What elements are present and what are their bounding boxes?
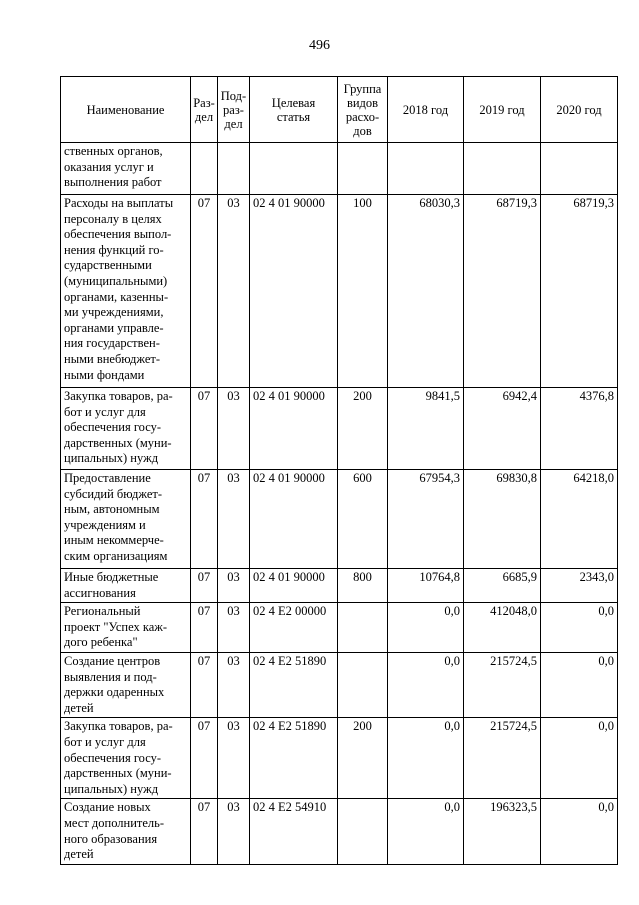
cell-podrazdel: 03 (218, 652, 250, 717)
cell-y2019: 196323,5 (464, 799, 541, 864)
cell-y2020: 2343,0 (541, 569, 618, 603)
cell-y2018: 10764,8 (388, 569, 464, 603)
cell-name: Расходы на выплаты персоналу в целях обеспечения выпол- нения функций го- сударственными (муниципальными) органами, казенны- ми учреждениями, органами управле- ния государствен- ными внебюджет- ными фондами (61, 195, 191, 388)
cell-statya: 02 4 E2 51890 (250, 718, 338, 799)
cell-gruppa: 200 (338, 388, 388, 470)
cell-statya (250, 143, 338, 195)
cell-gruppa (338, 799, 388, 864)
cell-statya: 02 4 01 90000 (250, 388, 338, 470)
cell-y2020: 64218,0 (541, 470, 618, 569)
cell-name: Иные бюджетные ассигнования (61, 569, 191, 603)
cell-podrazdel: 03 (218, 388, 250, 470)
cell-y2019: 68719,3 (464, 195, 541, 388)
cell-statya: 02 4 E2 00000 (250, 603, 338, 653)
cell-name: ственных органов, оказания услуг и выполнения работ (61, 143, 191, 195)
table-header-row (61, 77, 618, 143)
cell-y2020: 4376,8 (541, 388, 618, 470)
cell-razdel: 07 (191, 718, 218, 799)
cell-podrazdel: 03 (218, 718, 250, 799)
cell-statya: 02 4 E2 51890 (250, 652, 338, 717)
page-number: 496 (309, 38, 330, 53)
cell-name: Предоставление субсидий бюджет- ным, автономным учреждениям и иным некоммерче- ским организациям (61, 470, 191, 569)
cell-podrazdel (218, 143, 250, 195)
cell-y2018: 0,0 (388, 799, 464, 864)
cell-name: Закупка товаров, ра- бот и услуг для обеспечения госу- дарственных (муни- ципальных) нужд (61, 388, 191, 470)
cell-y2018: 68030,3 (388, 195, 464, 388)
cell-gruppa (338, 652, 388, 717)
budget-table (60, 76, 618, 865)
cell-name: Закупка товаров, ра- бот и услуг для обеспечения госу- дарственных (муни- ципальных) нужд (61, 718, 191, 799)
cell-y2019: 6685,9 (464, 569, 541, 603)
cell-name: Региональный проект "Успех каж- дого ребенка" (61, 603, 191, 653)
cell-razdel: 07 (191, 195, 218, 388)
cell-gruppa: 800 (338, 569, 388, 603)
cell-y2019: 215724,5 (464, 718, 541, 799)
cell-podrazdel: 03 (218, 799, 250, 864)
cell-y2018: 0,0 (388, 652, 464, 717)
col-header-gruppa: Группа видов расхо- дов (338, 77, 388, 143)
table-row (61, 652, 618, 717)
cell-y2019: 69830,8 (464, 470, 541, 569)
cell-gruppa: 200 (338, 718, 388, 799)
table-row (61, 143, 618, 195)
cell-name: Создание новых мест дополнитель- ного образования детей (61, 799, 191, 864)
cell-statya: 02 4 01 90000 (250, 470, 338, 569)
cell-razdel: 07 (191, 603, 218, 653)
col-header-2018: 2018 год (388, 77, 464, 143)
cell-y2020: 0,0 (541, 603, 618, 653)
cell-y2020: 0,0 (541, 799, 618, 864)
cell-podrazdel: 03 (218, 603, 250, 653)
cell-name: Создание центров выявления и под- держки одаренных детей (61, 652, 191, 717)
cell-gruppa: 600 (338, 470, 388, 569)
table-row (61, 569, 618, 603)
cell-y2020 (541, 143, 618, 195)
cell-gruppa: 100 (338, 195, 388, 388)
cell-statya: 02 4 E2 54910 (250, 799, 338, 864)
col-header-2020: 2020 год (541, 77, 618, 143)
cell-podrazdel: 03 (218, 470, 250, 569)
cell-gruppa (338, 603, 388, 653)
table-row (61, 195, 618, 388)
table-row (61, 799, 618, 864)
cell-razdel (191, 143, 218, 195)
cell-razdel: 07 (191, 470, 218, 569)
cell-statya: 02 4 01 90000 (250, 195, 338, 388)
col-header-name: Наименование (61, 77, 191, 143)
cell-y2018 (388, 143, 464, 195)
cell-y2018: 0,0 (388, 718, 464, 799)
col-header-podrazdel: Под- раз- дел (218, 77, 250, 143)
cell-y2019: 6942,4 (464, 388, 541, 470)
cell-razdel: 07 (191, 652, 218, 717)
table-row (61, 388, 618, 470)
cell-podrazdel: 03 (218, 569, 250, 603)
table-row (61, 603, 618, 653)
cell-y2018: 9841,5 (388, 388, 464, 470)
cell-y2020: 68719,3 (541, 195, 618, 388)
cell-y2020: 0,0 (541, 718, 618, 799)
col-header-statya: Целевая статья (250, 77, 338, 143)
cell-y2020: 0,0 (541, 652, 618, 717)
cell-gruppa (338, 143, 388, 195)
cell-y2018: 67954,3 (388, 470, 464, 569)
cell-y2018: 0,0 (388, 603, 464, 653)
col-header-2019: 2019 год (464, 77, 541, 143)
cell-razdel: 07 (191, 799, 218, 864)
col-header-razdel: Раз- дел (191, 77, 218, 143)
table-row (61, 470, 618, 569)
cell-y2019: 215724,5 (464, 652, 541, 717)
table-row (61, 718, 618, 799)
cell-razdel: 07 (191, 569, 218, 603)
cell-razdel: 07 (191, 388, 218, 470)
cell-statya: 02 4 01 90000 (250, 569, 338, 603)
cell-y2019: 412048,0 (464, 603, 541, 653)
cell-podrazdel: 03 (218, 195, 250, 388)
cell-y2019 (464, 143, 541, 195)
